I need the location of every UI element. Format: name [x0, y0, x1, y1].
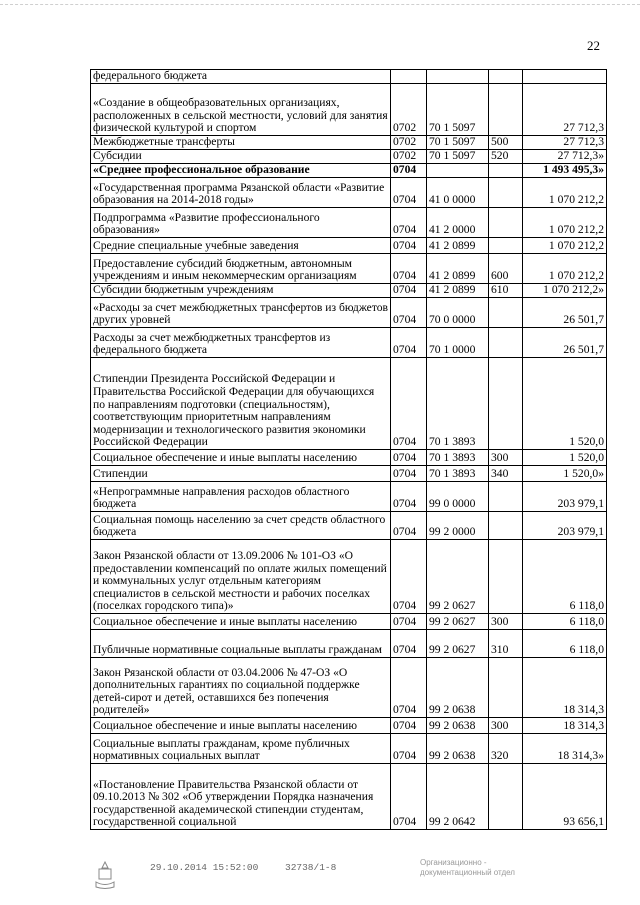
row-section-cell: 0702: [391, 150, 427, 164]
table-row: [91, 718, 607, 734]
row-name-cell: «Среднее профессиональное образование: [91, 164, 391, 178]
table-row: [91, 136, 607, 150]
table-row: [91, 466, 607, 482]
row-section-cell: 0704: [391, 284, 427, 298]
row-target-code-cell: 99 0 0000: [427, 482, 489, 512]
row-section-cell: 0704: [391, 178, 427, 208]
footer-datetime: 29.10.2014 15:52:00: [150, 862, 259, 873]
row-amount-cell: 18 314,3: [523, 658, 607, 718]
row-expense-type-cell: [489, 178, 523, 208]
row-expense-type-cell: [489, 764, 523, 830]
row-section-cell: 0704: [391, 658, 427, 718]
row-section-cell: 0704: [391, 614, 427, 630]
row-name-cell: Закон Рязанской области от 13.09.2006 № 101-ОЗ «О предоставлении компенсаций по оплате жилых помещений и коммунальных услуг отдельным категориям специалистов в сельской местности и рабочих поселках (поселках городского типа)»: [91, 540, 391, 614]
footer-doc-code: 32738/1-8: [285, 862, 337, 873]
row-section-cell: 0704: [391, 630, 427, 658]
row-amount-cell: 203 979,1: [523, 482, 607, 512]
row-expense-type-cell: [489, 540, 523, 614]
row-expense-type-cell: 300: [489, 450, 523, 466]
row-target-code-cell: 41 2 0899: [427, 284, 489, 298]
row-section-cell: 0704: [391, 466, 427, 482]
row-amount-cell: 27 712,3: [523, 84, 607, 136]
row-section-cell: 0704: [391, 358, 427, 450]
row-amount-cell: 1 070 212,2»: [523, 284, 607, 298]
row-target-code-cell: 99 2 0642: [427, 764, 489, 830]
row-amount-cell: 26 501,7: [523, 328, 607, 358]
budget-table: [90, 69, 607, 830]
row-amount-cell: [523, 70, 607, 84]
row-name-cell: «Непрограммные направления расходов областного бюджета: [91, 482, 391, 512]
row-name-cell: Социальное обеспечение и иные выплаты населению: [91, 450, 391, 466]
row-target-code-cell: 41 2 0899: [427, 254, 489, 284]
row-expense-type-cell: 600: [489, 254, 523, 284]
row-section-cell: 0704: [391, 238, 427, 254]
row-name-cell: Стипендии Президента Российской Федерации и Правительства Российской Федерации для обучающихся по направлениям подготовки (специальностям), соответствующим приоритетным направлениям модернизации и технологического развития экономики Российской Федерации: [91, 358, 391, 450]
row-amount-cell: 6 118,0: [523, 540, 607, 614]
row-expense-type-cell: [489, 84, 523, 136]
row-expense-type-cell: [489, 482, 523, 512]
row-expense-type-cell: 520: [489, 150, 523, 164]
table-row: [91, 164, 607, 178]
row-section-cell: 0704: [391, 298, 427, 328]
table-row: [91, 178, 607, 208]
row-name-cell: «Создание в общеобразовательных организациях, расположенных в сельской местности, условий для занятия физической культурой и спортом: [91, 84, 391, 136]
row-name-cell: «Государственная программа Рязанской области «Развитие образования на 2014-2018 годы»: [91, 178, 391, 208]
row-amount-cell: 1 493 495,3»: [523, 164, 607, 178]
row-amount-cell: 203 979,1: [523, 512, 607, 540]
row-name-cell: Социальные выплаты гражданам, кроме публичных нормативных социальных выплат: [91, 734, 391, 764]
table-row: [91, 328, 607, 358]
row-target-code-cell: 70 1 3893: [427, 466, 489, 482]
row-name-cell: Субсидии: [91, 150, 391, 164]
table-row: [91, 84, 607, 136]
table-row: [91, 298, 607, 328]
row-amount-cell: 93 656,1: [523, 764, 607, 830]
row-amount-cell: 1 070 212,2: [523, 254, 607, 284]
row-target-code-cell: [427, 70, 489, 84]
row-amount-cell: 1 070 212,2: [523, 238, 607, 254]
table-row: [91, 284, 607, 298]
row-name-cell: Социальная помощь населению за счет средств областного бюджета: [91, 512, 391, 540]
table-row: [91, 614, 607, 630]
footer-org-line1: Организационно -: [420, 858, 487, 867]
row-name-cell: Предоставление субсидий бюджетным, автономным учреждениям и иным некоммерческим организациям: [91, 254, 391, 284]
row-section-cell: 0704: [391, 540, 427, 614]
table-row: [91, 358, 607, 450]
table-row: [91, 208, 607, 238]
row-name-cell: «Постановление Правительства Рязанской области от 09.10.2013 № 302 «Об утверждении Порядка назначения государственной академической стипендии студентам, государственной социальной: [91, 764, 391, 830]
row-expense-type-cell: 300: [489, 614, 523, 630]
row-target-code-cell: 99 2 0627: [427, 540, 489, 614]
row-amount-cell: 1 070 212,2: [523, 178, 607, 208]
row-expense-type-cell: [489, 164, 523, 178]
row-amount-cell: 27 712,3»: [523, 150, 607, 164]
row-target-code-cell: 99 2 0638: [427, 734, 489, 764]
row-name-cell: Стипендии: [91, 466, 391, 482]
row-amount-cell: 26 501,7: [523, 298, 607, 328]
row-amount-cell: 27 712,3: [523, 136, 607, 150]
row-target-code-cell: 99 2 0638: [427, 718, 489, 734]
row-target-code-cell: 70 1 0000: [427, 328, 489, 358]
row-amount-cell: 1 520,0»: [523, 466, 607, 482]
row-target-code-cell: 41 2 0000: [427, 208, 489, 238]
row-target-code-cell: 70 1 3893: [427, 358, 489, 450]
row-name-cell: Расходы за счет межбюджетных трансфертов из федерального бюджета: [91, 328, 391, 358]
row-expense-type-cell: [489, 358, 523, 450]
table-row: [91, 540, 607, 614]
row-target-code-cell: 99 2 0638: [427, 658, 489, 718]
row-expense-type-cell: 500: [489, 136, 523, 150]
table-row: [91, 512, 607, 540]
row-target-code-cell: 99 2 0627: [427, 614, 489, 630]
document-stamp-icon: [93, 860, 117, 890]
table-row: [91, 254, 607, 284]
row-section-cell: 0702: [391, 136, 427, 150]
row-expense-type-cell: [489, 658, 523, 718]
row-expense-type-cell: 310: [489, 630, 523, 658]
row-target-code-cell: 99 2 0627: [427, 630, 489, 658]
row-target-code-cell: 41 2 0899: [427, 238, 489, 254]
table-row: [91, 450, 607, 466]
row-section-cell: 0704: [391, 208, 427, 238]
row-target-code-cell: 41 0 0000: [427, 178, 489, 208]
row-amount-cell: 6 118,0: [523, 614, 607, 630]
row-amount-cell: 18 314,3: [523, 718, 607, 734]
table-row: [91, 630, 607, 658]
row-target-code-cell: 70 1 5097: [427, 150, 489, 164]
row-amount-cell: 1 070 212,2: [523, 208, 607, 238]
row-name-cell: Закон Рязанской области от 03.04.2006 № 47-ОЗ «О дополнительных гарантиях по социальной поддержке детей-сирот и детей, оставшихся без попечения родителей»: [91, 658, 391, 718]
table-row: [91, 482, 607, 512]
table-row: [91, 764, 607, 830]
row-section-cell: 0704: [391, 328, 427, 358]
footer-org-line2: документационный отдел: [420, 868, 515, 877]
row-name-cell: Социальное обеспечение и иные выплаты населению: [91, 718, 391, 734]
row-section-cell: 0702: [391, 84, 427, 136]
row-section-cell: 0704: [391, 718, 427, 734]
row-amount-cell: 1 520,0: [523, 358, 607, 450]
row-target-code-cell: [427, 164, 489, 178]
row-name-cell: Субсидии бюджетным учреждениям: [91, 284, 391, 298]
row-target-code-cell: 70 0 0000: [427, 298, 489, 328]
row-name-cell: федерального бюджета: [91, 70, 391, 84]
table-row: [91, 238, 607, 254]
table-row: [91, 734, 607, 764]
row-section-cell: 0704: [391, 164, 427, 178]
budget-table-body: [91, 70, 607, 830]
row-section-cell: 0704: [391, 512, 427, 540]
row-name-cell: Подпрограмма «Развитие профессионального образования»: [91, 208, 391, 238]
row-target-code-cell: 99 2 0000: [427, 512, 489, 540]
row-section-cell: 0704: [391, 254, 427, 284]
row-name-cell: Средние специальные учебные заведения: [91, 238, 391, 254]
row-name-cell: Публичные нормативные социальные выплаты гражданам: [91, 630, 391, 658]
row-expense-type-cell: [489, 328, 523, 358]
row-amount-cell: 18 314,3»: [523, 734, 607, 764]
table-row: [91, 658, 607, 718]
row-expense-type-cell: [489, 70, 523, 84]
row-name-cell: «Расходы за счет межбюджетных трансфертов из бюджетов других уровней: [91, 298, 391, 328]
row-section-cell: 0704: [391, 482, 427, 512]
row-name-cell: Социальное обеспечение и иные выплаты населению: [91, 614, 391, 630]
row-expense-type-cell: [489, 512, 523, 540]
row-expense-type-cell: 610: [489, 284, 523, 298]
row-section-cell: 0704: [391, 450, 427, 466]
row-section-cell: 0704: [391, 764, 427, 830]
row-name-cell: Межбюджетные трансферты: [91, 136, 391, 150]
row-expense-type-cell: [489, 208, 523, 238]
row-target-code-cell: 70 1 5097: [427, 136, 489, 150]
row-amount-cell: 1 520,0: [523, 450, 607, 466]
table-row: [91, 150, 607, 164]
row-expense-type-cell: 320: [489, 734, 523, 764]
row-expense-type-cell: 340: [489, 466, 523, 482]
footer-org: [420, 858, 515, 878]
row-expense-type-cell: [489, 298, 523, 328]
row-expense-type-cell: 300: [489, 718, 523, 734]
footer: [0, 858, 640, 898]
row-target-code-cell: 70 1 5097: [427, 84, 489, 136]
scan-top-edge: [0, 4, 640, 6]
row-section-cell: [391, 70, 427, 84]
row-expense-type-cell: [489, 238, 523, 254]
row-amount-cell: 6 118,0: [523, 630, 607, 658]
table-row: [91, 70, 607, 84]
row-section-cell: 0704: [391, 734, 427, 764]
row-target-code-cell: 70 1 3893: [427, 450, 489, 466]
page-number: 22: [587, 38, 600, 53]
